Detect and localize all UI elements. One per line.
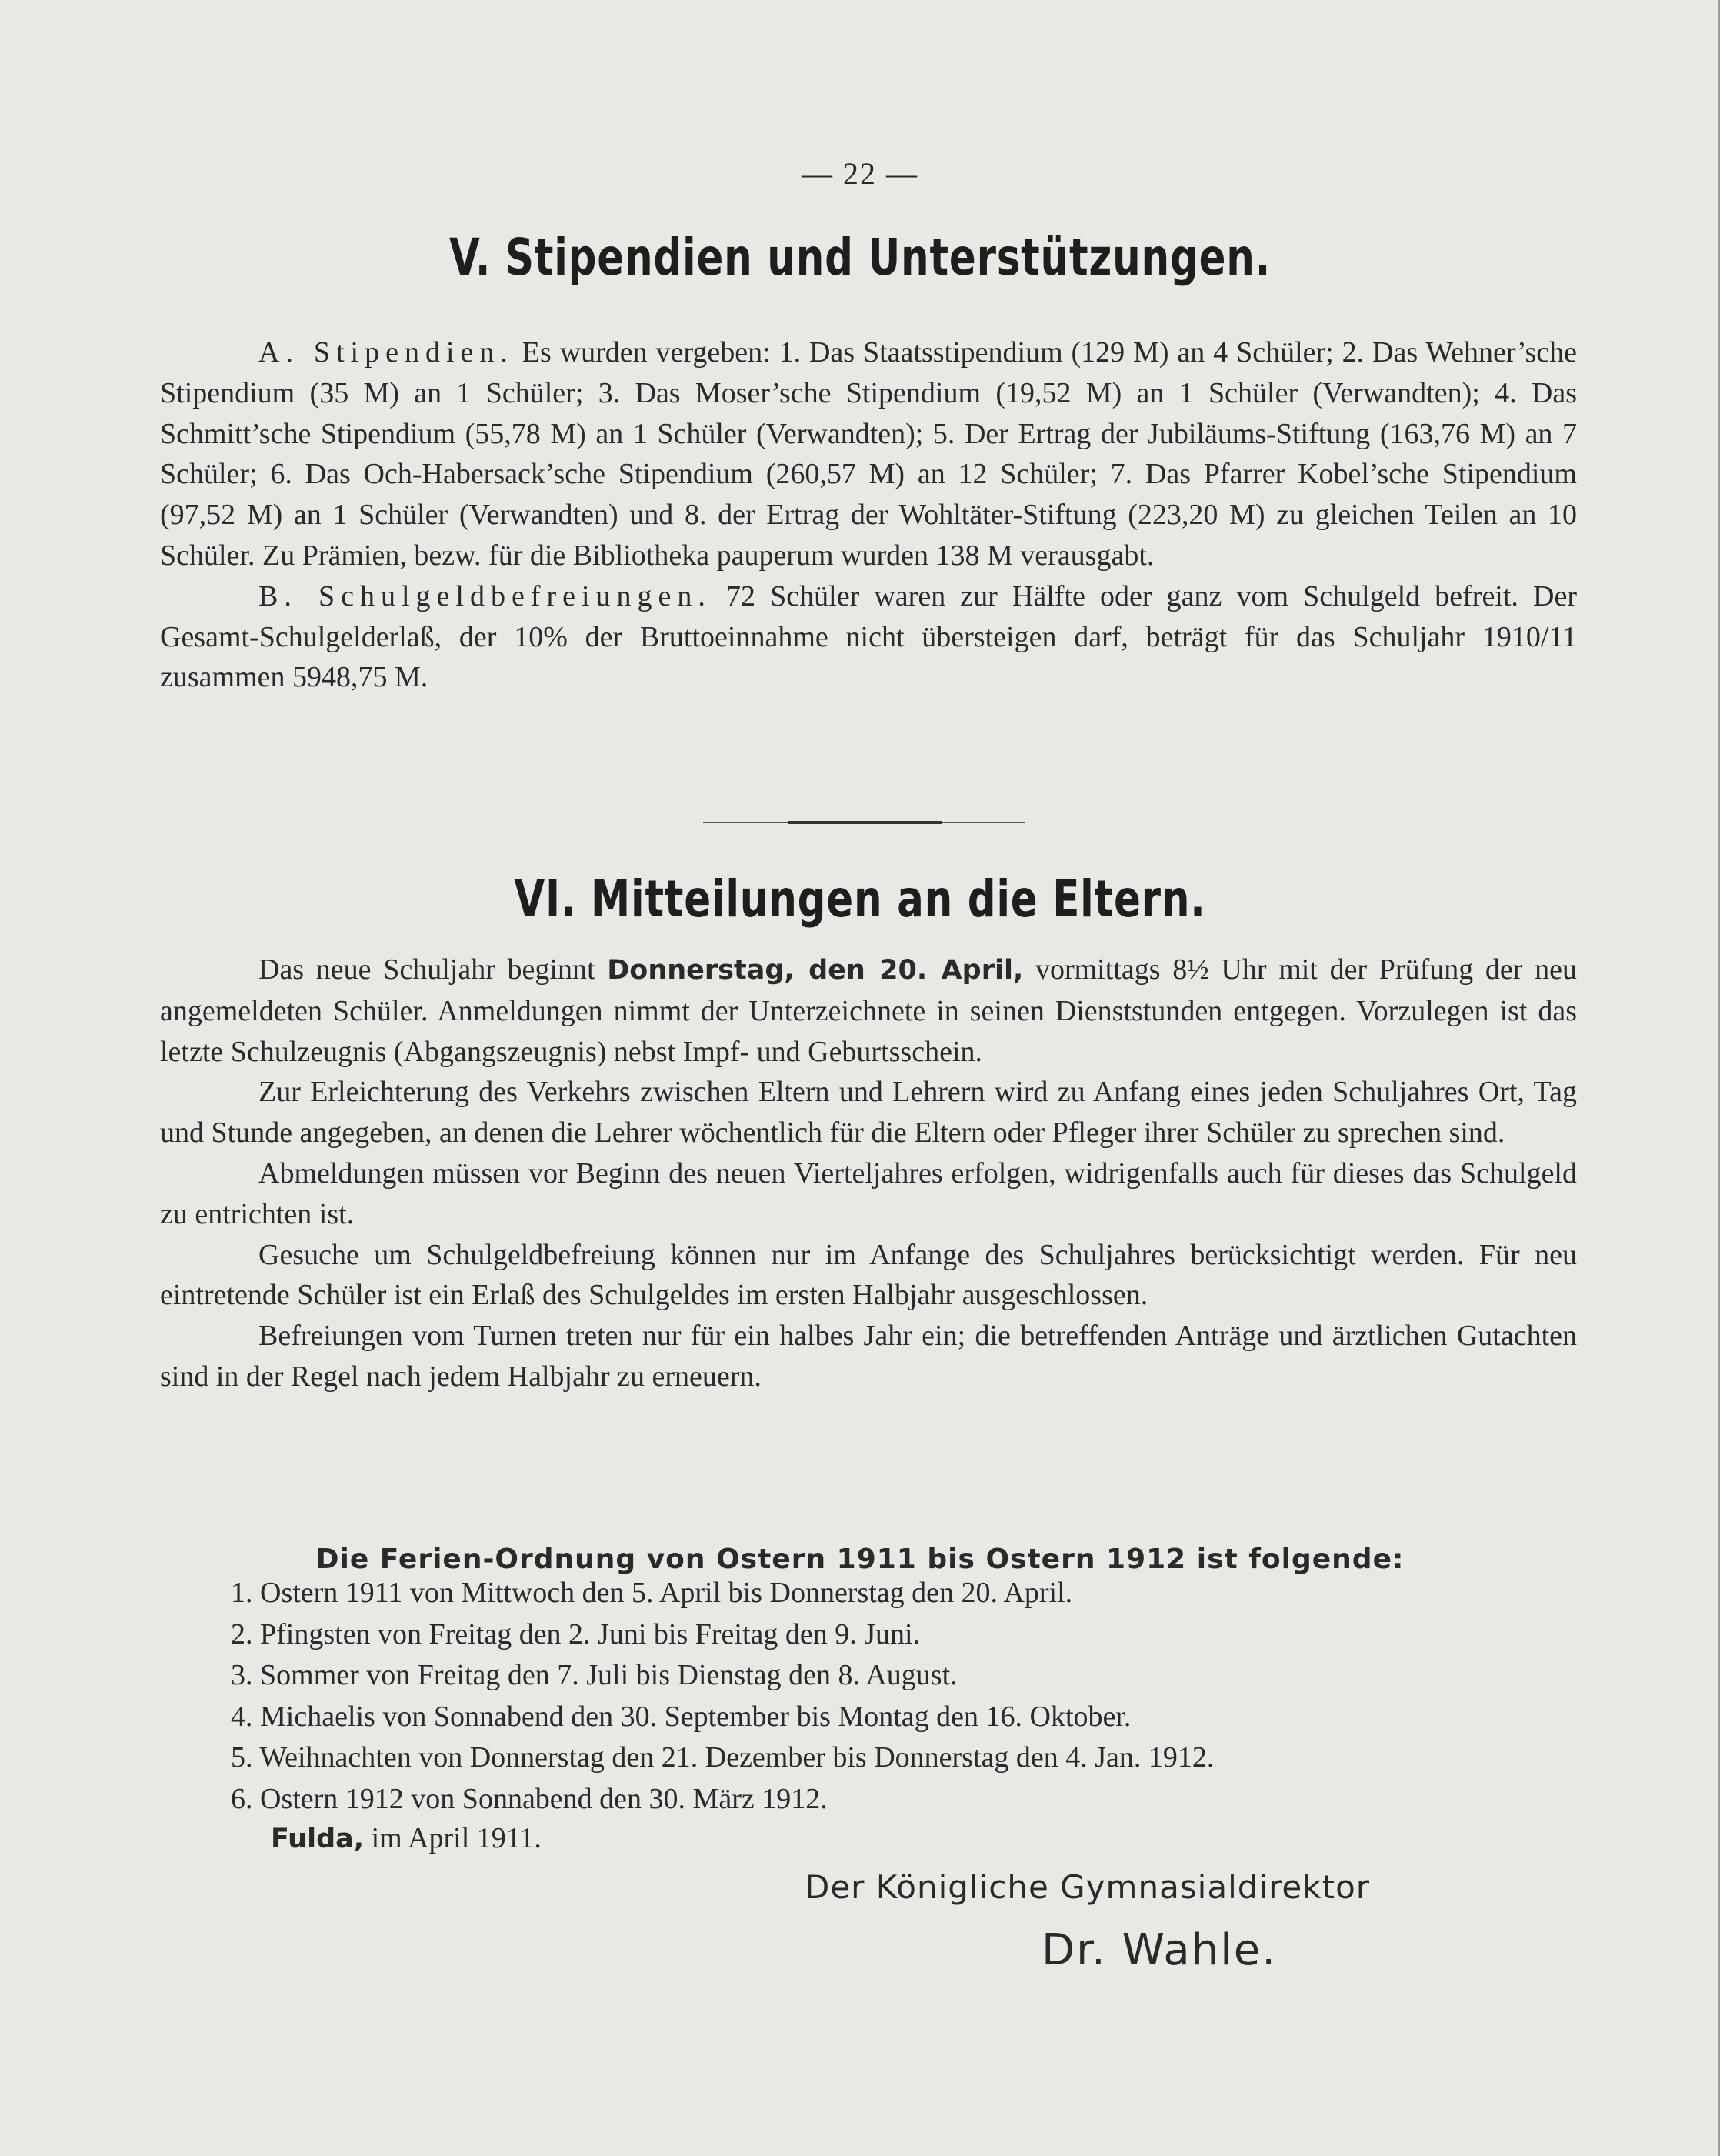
signature-name: Dr. Wahle.	[1042, 1925, 1278, 1975]
signature-title: Der Königliche Gymnasialdirektor	[805, 1868, 1371, 1906]
label-stipendien: A. Stipendien.	[258, 336, 514, 369]
list-item: 4. Michaelis von Sonnabend den 30. September bis Montag den 16. Oktober.	[231, 1700, 1132, 1733]
list-item: 1. Ostern 1911 von Mittwoch den 5. April bis Donnerstag den 20. April.	[231, 1577, 1073, 1609]
paragraph-erleichterung: Zur Erleichterung des Verkehrs zwischen Eltern und Lehrern wird zu Anfang eines jeden Schuljahres Ort, Tag und Stunde angegeben, an denen die Lehrer wöchentlich für die Eltern oder Pfleger ihrer Schüler zu sprechen sind.	[160, 1076, 1577, 1150]
text-schulgeldbefreiungen: 72 Schüler waren zur Hälfte oder ganz vom Schulgeld befreit. Der Gesamt-Schulgelderlaß, der 10% der Bruttoeinnahme nicht übersteigen darf, beträgt für das Schuljahr 1910/11 zusammen 5948,75 M.	[160, 579, 1578, 694]
list-item: 3. Sommer von Freitag den 7. Juli bis Dienstag den 8. August.	[231, 1659, 958, 1692]
paragraph-gesuche: Gesuche um Schulgeldbefreiung können nur im Anfange des Schuljahres berücksichtigt werden. Für neu eintretende Schüler ist ein Erlaß des Schulgeldes im ersten Halbjahr ausgeschlossen.	[160, 1238, 1577, 1312]
section-v-body	[160, 332, 1577, 698]
list-item: 2. Pfingsten von Freitag den 2. Juni bis Freitag den 9. Juni.	[231, 1617, 921, 1650]
text-schuljahr-start: Das neue Schuljahr beginnt	[258, 953, 595, 986]
place-date	[271, 1821, 542, 1855]
section-v-title: V. Stipendien und Unterstützungen.	[448, 228, 1272, 287]
text-stipendien: Es wurden vergeben: 1. Das Staatsstipendium (129 M) an 4 Schüler; 2. Das Wehner’sche Stipendium (35 M) an 1 Schüler; 3. Das Moser’sche Stipendium (19,52 M) an 1 Schüler (Verwandten); 4. Das Schmitt’sche Stipendium (55,78 M) an 1 Schüler (Verwandten); 5. Der Ertrag der Jubiläums-Stiftung (163,76 M) an 7 Schüler; 6. Das Och-Habersack’sche Stipendium (260,57 M) an 12 Schüler; 7. Das Pfarrer Kobel’sche Stipendium (97,52 M) an 1 Schüler (Verwandten) und 8. der Ertrag der Wohltäter-Stiftung (223,20 M) zu gleichen Teilen an 10 Schüler. Zu Prämien, bezw. für die Bibliotheka pauperum wurden 138 M verausgabt.	[160, 336, 1578, 572]
date-line: im April 1911.	[371, 1822, 542, 1854]
section-vi-title: VI. Mitteilungen an die Eltern.	[514, 869, 1206, 929]
label-schulgeldbefreiungen: B. Schulgeldbefreiungen.	[258, 579, 712, 612]
date-highlight: Donnerstag, den 20. April,	[607, 955, 1024, 986]
text-schuljahr-rest: vormittags 8½ Uhr mit der Prüfung der neu angemeldeten Schüler. Anmeldungen nimmt der Unterzeichnete in seinen Dienststunden entgegen. Vorzulegen ist das letzte Schulzeugnis (Abgangszeugnis) nebst Impf- und Geburtsschein.	[160, 953, 1578, 1068]
paragraph-befreiungen: Befreiungen vom Turnen treten nur für ein halbes Jahr ein; die betreffenden Anträge und ärztlichen Gutachten sind in der Regel nach jedem Halbjahr zu erneuern.	[160, 1320, 1577, 1393]
ferien-heading: Die Ferien-Ordnung von Ostern 1911 bis Ostern 1912 ist folgende:	[315, 1544, 1405, 1575]
section-vi-body	[160, 950, 1577, 1397]
paragraph-abmeldungen: Abmeldungen müssen vor Beginn des neuen Vierteljahres erfolgen, widrigenfalls auch für dieses das Schulgeld zu entrichten ist.	[160, 1156, 1577, 1230]
paragraph-schuljahr	[160, 950, 1577, 1072]
paragraph-schulgeldbefreiungen	[160, 576, 1577, 698]
paragraph-stipendien	[160, 332, 1577, 576]
ferien-list	[231, 1573, 1615, 1821]
page-number: — 22 —	[802, 156, 918, 191]
list-item: 5. Weihnachten von Donnerstag den 21. Dezember bis Donnerstag den 4. Jan. 1912.	[231, 1741, 1215, 1774]
section-divider	[703, 822, 1025, 823]
list-item: 6. Ostern 1912 von Sonnabend den 30. März 1912.	[231, 1782, 828, 1815]
place-name: Fulda,	[271, 1824, 365, 1854]
